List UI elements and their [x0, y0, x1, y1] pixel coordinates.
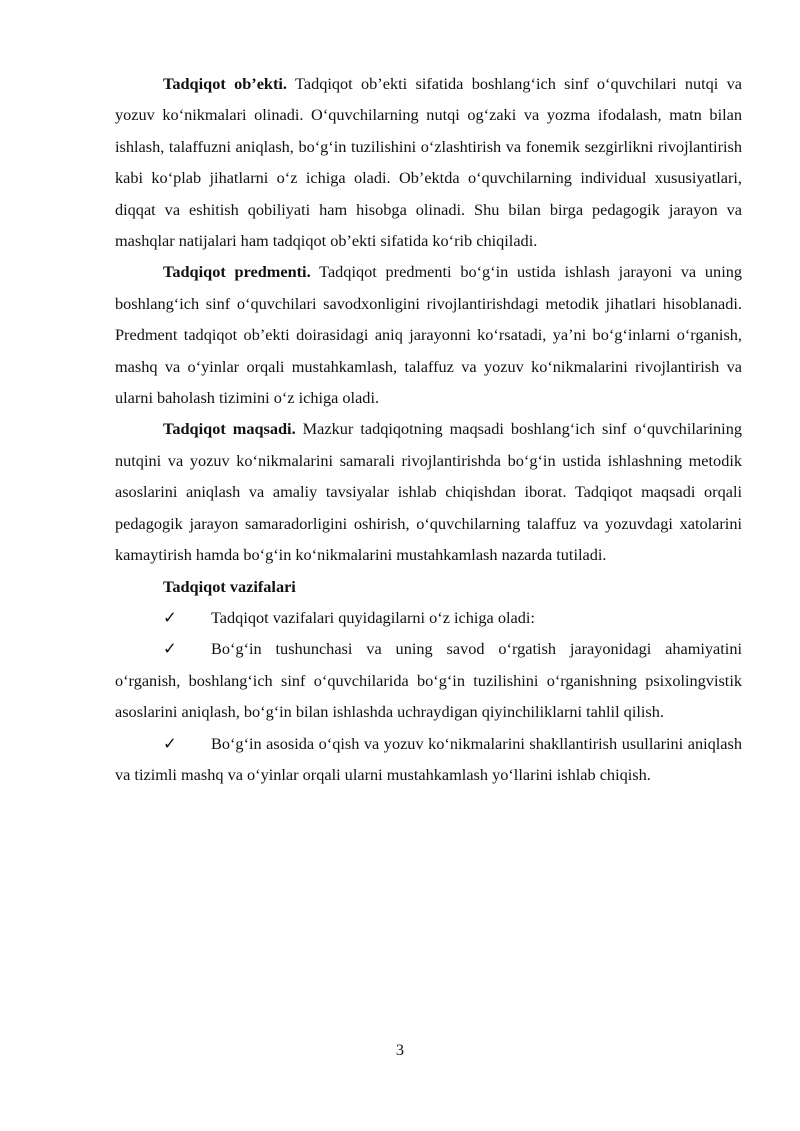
checkmark-icon: ✓	[163, 607, 177, 627]
paragraph-research-object	[115, 68, 742, 256]
task-item	[115, 728, 742, 791]
paragraph-text: Tadqiqot ob’ekti sifatida boshlang‘ich sinf o‘quvchilari nutqi va yozuv ko‘nikmalari olinadi. O‘quvchilarning nutqi og‘zaki va yozma ifodalash, matn bilan ishlash, talaffuzni aniqlash, bo‘g‘in tuzilishini o‘zlashtirish va fonemik sezgirlikni rivojlantirish kabi ko‘plab jihatlarni o‘z ichiga oladi. Ob’ektda o‘quvchilarning individual xususiyatlari, diqqat va eshitish qobiliyati ham hisobga olinadi. Shu bilan birga pedagogik jarayon va mashqlar natijalari ham tadqiqot ob’ekti sifatida ko‘rib chiqiladi.	[115, 74, 742, 251]
page-number: 3	[395, 1040, 405, 1059]
checkmark-icon: ✓	[163, 733, 177, 753]
paragraph-research-subject	[115, 256, 742, 413]
document-page	[115, 68, 742, 790]
tasks-heading: Tadqiqot vazifalari	[163, 576, 296, 596]
paragraph-research-goal	[115, 413, 742, 570]
task-text: Tadqiqot vazifalari quyidagilarni o‘z ichiga oladi:	[211, 607, 535, 627]
task-text: Bo‘g‘in asosida o‘qish va yozuv ko‘nikmalarini shakllantirish usullarini aniqlash va tizimli mashq va o‘yinlar orqali ularni mustahkamlash yo‘llarini ishlab chiqish.	[115, 733, 742, 784]
paragraph-text: Mazkur tadqiqotning maqsadi boshlang‘ich sinf o‘quvchilarining nutqini va yozuv ko‘nikmalarini samarali rivojlantirishda bo‘g‘in ustida ishlashning metodik asoslarini aniqlash va amaliy tavsiyalar ishlab chiqishdan iborat. Tadqiqot maqsadi orqali pedagogik jarayon samaradorligini oshirish, o‘quvchilarning talaffuz va yozuvdagi xatolarini kamaytirish hamda bo‘g‘in ko‘nikmalarini mustahkamlash nazarda tutiladi.	[115, 419, 742, 565]
checkmark-icon: ✓	[163, 639, 177, 659]
paragraph-label: Tadqiqot ob’ekti.	[163, 74, 288, 93]
task-text: Bo‘g‘in tushunchasi va uning savod o‘rgatish jarayonidagi ahamiyatini o‘rganish, boshlang‘ich sinf o‘quvchilarida bo‘g‘in tuzilishini o‘rganishning psixolingvistik asoslarini aniqlash, bo‘g‘in bilan ishlashda uchraydigan qiyinchiliklarni tahlil qilish.	[115, 639, 742, 722]
paragraph-label: Tadqiqot maqsadi.	[163, 419, 296, 439]
paragraph-label: Tadqiqot predmenti.	[163, 262, 311, 282]
task-item	[115, 602, 742, 633]
paragraph-text: Tadqiqot predmenti bo‘g‘in ustida ishlash jarayoni va uning boshlang‘ich sinf o‘quvchilari savodxonligini rivojlantirishdagi metodik jihatlari hisoblanadi. Predment tadqiqot ob’ekti doirasidagi aniq jarayonni ko‘rsatadi, ya’ni bo‘g‘inlarni o‘rganish, mashq va o‘yinlar orqali mustahkamlash, talaffuz va yozuv ko‘nikmalarini rivojlantirish va ularni baholash tizimini o‘z ichiga oladi.	[115, 262, 743, 408]
task-item	[115, 633, 742, 727]
